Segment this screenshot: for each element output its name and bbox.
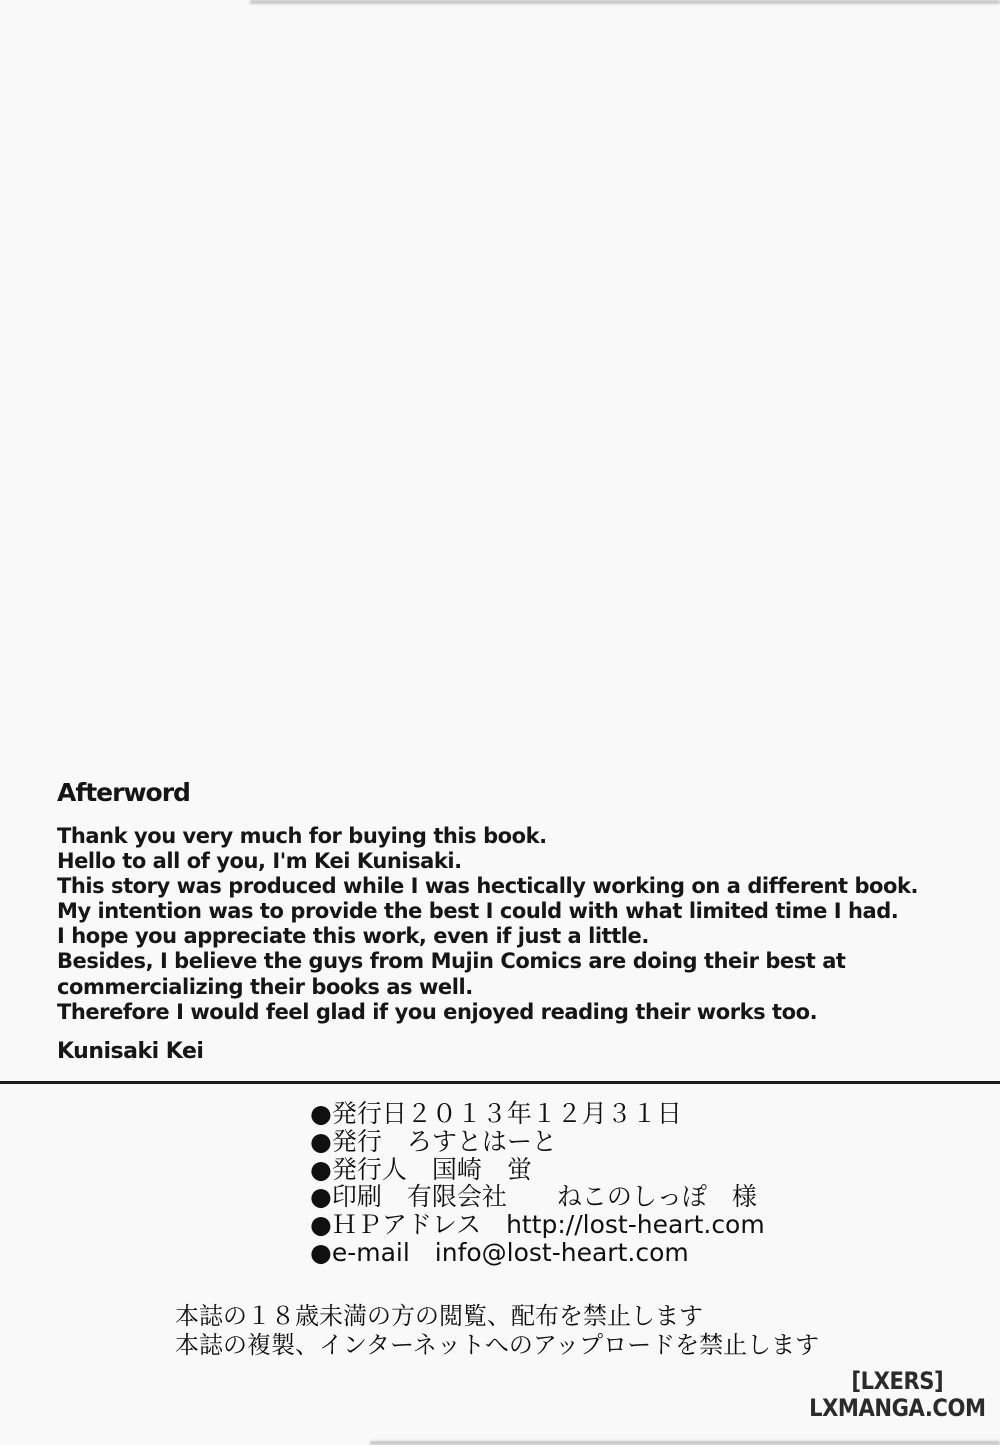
colophon-publication-date: ●発行日２０１３年１２月３１日: [310, 1099, 682, 1128]
disclaimer-line: 本誌の１８歳未満の方の閲覧、配布を禁止します: [175, 1302, 703, 1330]
afterword-line: commercializing their books as well.: [57, 974, 473, 999]
afterword-line: Besides, I believe the guys from Mujin Comics are doing their best at: [57, 949, 846, 974]
afterword-line: This story was produced while I was hectically working on a different book.: [57, 874, 919, 899]
publication-colophon: [310, 1100, 765, 1267]
scan-artifact-bottom: [370, 1441, 1000, 1445]
afterword-text: [57, 824, 987, 1025]
colophon-printer: ●印刷 有限会社 ねこのしっぽ 様: [310, 1182, 757, 1212]
author-signature: Kunisaki Kei: [57, 1039, 204, 1064]
afterword-line: Therefore I would feel glad if you enjoyed reading their works too.: [57, 999, 818, 1024]
disclaimer-line: 本誌の複製、インターネットへのアップロードを禁止します: [175, 1330, 820, 1359]
watermark-group-tag: [LXERS]: [851, 1367, 944, 1395]
scanlation-watermark: [809, 1368, 986, 1421]
age-restriction-disclaimer: [175, 1302, 819, 1359]
scan-artifact-top: [250, 0, 1000, 4]
afterword-line: Hello to all of you, I'm Kei Kunisaki.: [57, 849, 462, 874]
colophon-publisher-person: ●発行人 国崎 蛍: [310, 1154, 532, 1184]
colophon-email: ●e-mail info@lost-heart.com: [310, 1237, 689, 1267]
afterword-heading: Afterword: [57, 778, 190, 807]
afterword-line: I hope you appreciate this work, even if just a little.: [57, 924, 649, 949]
afterword-line: Thank you very much for buying this book.: [57, 824, 547, 848]
colophon-publisher: ●発行 ろすとはーと: [310, 1126, 557, 1156]
watermark-site-name: LXMANGA.COM: [809, 1393, 986, 1422]
section-divider-line: [0, 1081, 1000, 1084]
colophon-homepage-url: ●ＨＰアドレス http://lost-heart.com: [310, 1210, 765, 1240]
afterword-line: My intention was to provide the best I could with what limited time I had.: [57, 899, 899, 924]
